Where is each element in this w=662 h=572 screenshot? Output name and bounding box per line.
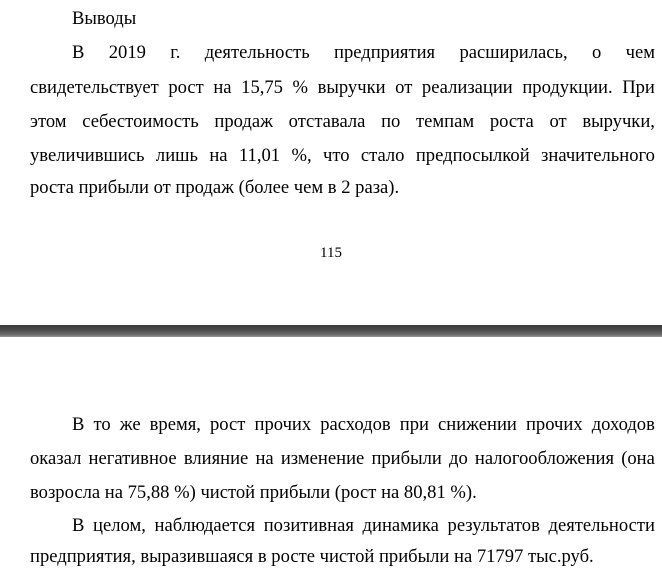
- word: В: [72, 515, 85, 536]
- word: отставала: [288, 111, 366, 132]
- word: продаж: [214, 111, 273, 132]
- word: от: [549, 111, 567, 132]
- word: значительного: [541, 145, 655, 166]
- word: на: [209, 145, 228, 166]
- word: выручки,: [582, 111, 655, 132]
- section-heading: Выводы: [72, 8, 137, 29]
- word: предпосылкой: [415, 145, 530, 166]
- word: время,: [149, 414, 201, 435]
- word: изменение: [280, 448, 365, 469]
- word: снижении: [438, 414, 517, 435]
- paragraph-line: [30, 450, 655, 469]
- paragraph-line: [72, 517, 655, 536]
- word: выручки: [317, 77, 386, 98]
- paragraph-last-line: предприятия, выразившаяся в росте чистой прибыли на 71797 тыс.руб.: [30, 546, 594, 567]
- paragraph-line: [30, 79, 655, 98]
- word: 2019: [108, 42, 146, 63]
- page-separator: [0, 325, 662, 337]
- page-number: 115: [320, 245, 342, 261]
- paragraph-last-line: возросла на 75,88 %) чистой прибыли (рост на 80,81 %).: [30, 482, 477, 503]
- word: налогообложения: [474, 448, 615, 469]
- word: 15,75: [241, 77, 283, 98]
- word: 11,01: [238, 145, 281, 166]
- word: о: [591, 42, 602, 63]
- word: себестоимость: [82, 111, 199, 132]
- word: расходов: [320, 414, 391, 435]
- word: свидетельствует: [30, 77, 159, 98]
- paragraph-line: [72, 416, 655, 435]
- word: роста: [489, 111, 534, 132]
- word: В: [72, 42, 85, 63]
- word: г.: [170, 42, 181, 63]
- word: негативное: [88, 448, 177, 469]
- word: до: [448, 448, 468, 469]
- word: влияние: [183, 448, 249, 469]
- paragraph-line: [30, 147, 655, 166]
- word: прочих: [525, 414, 583, 435]
- word: на: [213, 77, 232, 98]
- word: доходов: [591, 414, 655, 435]
- word: реализации: [421, 77, 513, 98]
- word: то: [93, 414, 111, 435]
- word: динамика: [362, 515, 439, 536]
- paragraph-line: [30, 113, 655, 132]
- word: %: [292, 77, 309, 98]
- word: позитивная: [263, 515, 354, 536]
- word: по: [381, 111, 401, 132]
- word: (она: [621, 448, 655, 469]
- word: прочих: [254, 414, 312, 435]
- word: деятельность: [204, 42, 310, 63]
- word: расширилась,: [459, 42, 568, 63]
- word: целом,: [93, 515, 146, 536]
- word: прибыли: [371, 448, 442, 469]
- word: %,: [291, 145, 312, 166]
- word: этом: [30, 111, 67, 132]
- word: результатов: [447, 515, 540, 536]
- word: на: [255, 448, 274, 469]
- word: При: [622, 77, 655, 98]
- paragraph-line: [72, 44, 655, 63]
- word: продукции.: [522, 77, 613, 98]
- word: темпам: [416, 111, 475, 132]
- word: увеличившись: [30, 145, 145, 166]
- word: же: [119, 414, 141, 435]
- word: стало: [360, 145, 405, 166]
- word: наблюдается: [154, 515, 256, 536]
- word: В: [72, 414, 85, 435]
- word: рост: [210, 414, 246, 435]
- paragraph-last-line: роста прибыли от продаж (более чем в 2 раза).: [30, 177, 400, 198]
- word: лишь: [155, 145, 198, 166]
- document-page-bottom: [0, 337, 662, 572]
- word: оказал: [30, 448, 82, 469]
- word: от: [395, 77, 413, 98]
- word: чем: [625, 42, 655, 63]
- word: предприятия: [334, 42, 436, 63]
- word: что: [322, 145, 350, 166]
- word: рост: [168, 77, 204, 98]
- word: при: [399, 414, 429, 435]
- word: деятельности: [548, 515, 655, 536]
